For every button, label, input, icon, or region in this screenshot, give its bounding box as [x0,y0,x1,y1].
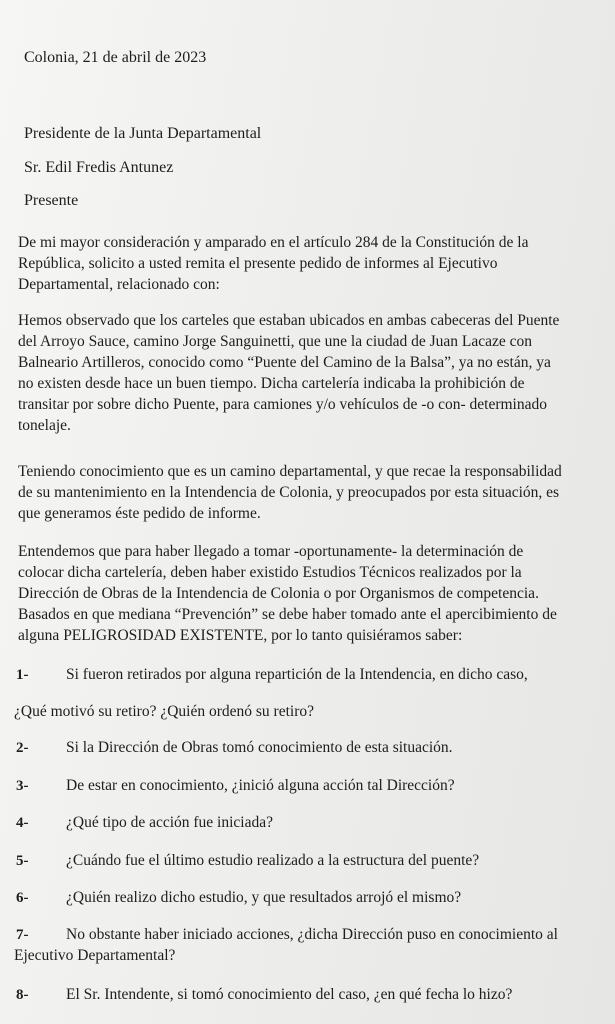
question-text: De estar en conocimiento, ¿inició alguna acción tal Dirección? [66,777,455,794]
greeting: Presente [24,192,79,209]
question-text: No obstante haber iniciado acciones, ¿dicha Dirección puso en conocimiento al [66,926,558,943]
paragraph-studies [18,541,557,646]
paragraph-observation [18,310,559,436]
question-number: 1- [16,667,29,683]
paragraph-line: Basados en que mediana “Prevención” se debe haber tomado ante el apercibimiento de [18,606,557,623]
question-text: ¿Cuándo fue el último estudio realizado a la estructura del puente? [66,852,480,869]
question-continuation: ¿Qué motivó su retiro? ¿Quién ordenó su retiro? [14,703,315,720]
paragraph-line: alguna PELIGROSIDAD EXISTENTE, por lo tanto quisiéramos saber: [18,627,463,644]
paragraph-intro [18,232,528,295]
question-number: 7- [16,927,29,943]
question-text: ¿Quién realizo dicho estudio, y que resultados arrojó el mismo? [66,889,462,906]
question-number: 4- [16,815,29,831]
paragraph-line: Balneario Artilleros, conocido como “Puente del Camino de la Balsa”, ya no están, ya [18,354,551,371]
paragraph-line: Departamental, relacionado con: [18,276,220,293]
paragraph-line: De mi mayor consideración y amparado en el artículo 284 de la Constitución de la [18,234,529,251]
question-text: ¿Qué tipo de acción fue iniciada? [66,814,273,831]
paragraph-responsibility [18,461,562,524]
question-number: 2- [16,740,29,756]
paragraph-line: Teniendo conocimiento que es un camino departamental, y que recae la responsabilidad [18,463,562,480]
paragraph-line: del Arroyo Sauce, camino Jorge Sanguinetti, que une la ciudad de Juan Lacaze con [18,333,533,350]
paragraph-line: que generamos éste pedido de informe. [18,505,261,522]
question-number: 6- [16,890,29,906]
recipient-name: Sr. Edil Fredis Antunez [24,159,174,176]
paragraph-line: de su mantenimiento en la Intendencia de Colonia, y preocupados por esta situación, es [18,484,560,501]
question-text: El Sr. Intendente, si tomó conocimiento del caso, ¿en qué fecha lo hizo? [66,986,513,1003]
question-number: 8- [16,987,29,1003]
question-number: 5- [16,853,29,869]
paragraph-line: Entendemos que para haber llegado a tomar -oportunamente- la determinación de [18,543,524,560]
paragraph-line: colocar dicha cartelería, deben haber existido Estudios Técnicos realizados por la [18,564,522,581]
paragraph-line: tonelaje. [18,417,71,434]
recipient-title: Presidente de la Junta Departamental [24,125,262,142]
question-text: Si fueron retirados por alguna repartición de la Intendencia, en dicho caso, [66,666,528,683]
question-number: 3- [16,778,29,794]
question-text: Si la Dirección de Obras tomó conocimiento de esta situación. [66,739,453,756]
paragraph-line: no existen desde hace un buen tiempo. Dicha cartelería indicaba la prohibición de [18,375,525,392]
question-continuation: Ejecutivo Departamental? [14,947,176,964]
paragraph-line: Hemos observado que los carteles que estaban ubicados en ambas cabeceras del Puente [18,312,560,329]
paragraph-line: transitar por sobre dicho Puente, para camiones y/o vehículos de -o con- determinado [18,396,547,413]
place-date: Colonia, 21 de abril de 2023 [24,49,207,66]
paragraph-line: Dirección de Obras de la Intendencia de Colonia o por Organismos de competencia. [18,585,539,602]
paragraph-line: República, solicito a usted remita el presente pedido de informes al Ejecutivo [18,255,498,272]
